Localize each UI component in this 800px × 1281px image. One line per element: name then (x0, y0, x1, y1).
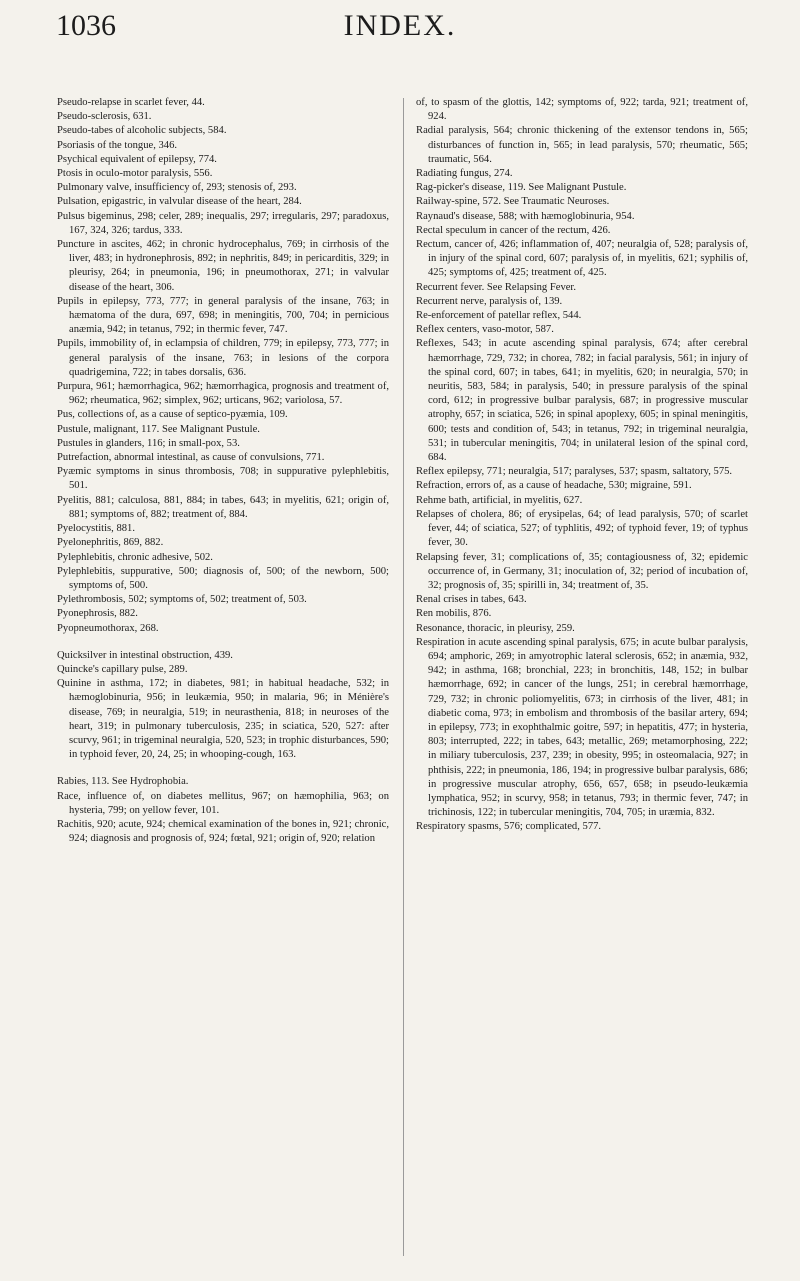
index-entry: Pseudo-tabes of alcoholic subjects, 584. (57, 125, 227, 137)
left-column (57, 96, 389, 846)
index-entry: Rabies, 113. See Hydrophobia. (57, 776, 189, 788)
index-group-q (57, 649, 389, 763)
page-title: INDEX. (343, 9, 457, 42)
index-entry: Puncture in ascites, 462; in chronic hydrocephalus, 769; in cirrhosis of the liver, 483; in hydronephrosis, 892; in nephritis, 849; in pericarditis, 329; in pleurisy, 264; in pneumonia, 196; in pneumothorax, 271; in valvular disease of the heart, 306. (57, 239, 389, 293)
index-entry: Railway-spine, 572. See Traumatic Neuroses. (416, 196, 610, 208)
index-entry: Pyelonephritis, 869, 882. (57, 537, 164, 549)
index-entry: Ptosis in oculo-motor paralysis, 556. (57, 168, 213, 180)
index-entry: Respiratory spasms, 576; complicated, 577. (416, 821, 602, 833)
index-entry: Pulmonary valve, insufficiency of, 293; stenosis of, 293. (57, 182, 297, 194)
index-entry: Purpura, 961; hæmorrhagica, 962; hæmorrhagica, prognosis and treatment of, 962; rheumatica, 962; simplex, 962; urticans, 962; variolosa, 57. (57, 381, 389, 407)
index-entry: Quincke's capillary pulse, 289. (57, 663, 188, 675)
index-entry: Pseudo-sclerosis, 631. (57, 111, 152, 123)
index-entry: Pylephlebitis, chronic adhesive, 502. (57, 551, 213, 563)
index-entry: Psychical equivalent of epilepsy, 774. (57, 153, 217, 165)
index-entry: Race, influence of, on diabetes mellitus, 967; on hæmophilia, 963; on hysteria, 799; on yellow fever, 101. (57, 790, 389, 816)
index-entry: Psoriasis of the tongue, 346. (57, 139, 178, 151)
index-entry: Renal crises in tabes, 643. (416, 594, 527, 606)
page-number: 1036 (56, 9, 116, 42)
index-entry: Pustule, malignant, 117. See Malignant Pustule. (57, 423, 260, 435)
index-entry: Pyæmic symptoms in sinus thrombosis, 708; in suppurative pylephlebitis, 501. (57, 466, 389, 492)
index-entry: Recurrent nerve, paralysis of, 139. (416, 295, 563, 307)
index-entry: Radial paralysis, 564; chronic thickening of the extensor tendons in, 565; disturbances of function in, 565; in lead paralysis, 570; rheumatic, 565; traumatic, 564. (416, 125, 748, 165)
index-entry: Pseudo-relapse in scarlet fever, 44. (57, 97, 205, 108)
index-entry: Pus, collections of, as a cause of septico-pyæmia, 109. (57, 409, 288, 421)
page-header (0, 0, 800, 60)
index-entry: Pyelocystitis, 881. (57, 523, 135, 535)
index-group-r (57, 775, 389, 846)
index-entry: Quicksilver in intestinal obstruction, 439. (57, 649, 233, 661)
index-entry: Relapsing fever, 31; complications of, 35; contagiousness of, 32; epidemic occurrence of, in Germany, 31; inoculation of, 32; period of incubation of, 32; prognosis of, 35; spirilli in, 34; treatment of, 35. (416, 551, 748, 591)
index-entry: of, to spasm of the glottis, 142; symptoms of, 922; tarda, 921; treatment of, 924. (416, 97, 748, 123)
index-entry: Reflex centers, vaso-motor, 587. (416, 324, 554, 336)
index-entry: Pupils, immobility of, in eclampsia of children, 779; in epilepsy, 773, 777; in general paralysis of the insane, 763; in lesions of the corpora quadrigemina, 722; in tabes dorsalis, 636. (57, 338, 389, 378)
index-entry: Pustules in glanders, 116; in small-pox, 53. (57, 437, 240, 449)
index-entry: Pyopneumothorax, 268. (57, 622, 159, 634)
index-entry: Rehme bath, artificial, in myelitis, 627. (416, 494, 583, 506)
index-entry: Refraction, errors of, as a cause of headache, 530; migraine, 591. (416, 480, 692, 492)
index-entry: Pyonephrosis, 882. (57, 608, 138, 620)
index-entry: Raynaud's disease, 588; with hæmoglobinuria, 954. (416, 210, 635, 222)
index-entry: Pulsation, epigastric, in valvular disease of the heart, 284. (57, 196, 302, 208)
index-entry: Relapses of cholera, 86; of erysipelas, 64; of lead paralysis, 570; of scarlet fever, 44; of sciatica, 527; of typhlitis, 492; of typhoid fever, 19; of typhus fever, 30. (416, 508, 748, 549)
right-column (416, 96, 748, 835)
index-group-r-continued (416, 96, 748, 835)
index-group-p (57, 96, 389, 636)
index-entry: Pylethrombosis, 502; symptoms of, 502; treatment of, 503. (57, 594, 307, 606)
index-entry: Reflex epilepsy, 771; neuralgia, 517; paralyses, 537; spasm, saltatory, 575. (416, 466, 733, 478)
index-entry: Putrefaction, abnormal intestinal, as cause of convulsions, 771. (57, 452, 325, 464)
index-entry: Rachitis, 920; acute, 924; chemical examination of the bones in, 921; chronic, 924; diagnosis and prognosis of, 924; fœtal, 921; origin of, 920; relation (57, 818, 389, 845)
column-divider (403, 98, 404, 1256)
index-entry: Quinine in asthma, 172; in diabetes, 981; in habitual headache, 532; in hæmoglobinuria, 956; in leukæmia, 950; in malaria, 96; in Ménière's disease, 769; in neuralgia, 519; in neurasthenia, 818; in neuroses of the heart, 319; in pulmonary tuberculosis, 235; in sciatica, 520, 527: after scurvy, 961; in trigeminal neuralgia, 520, 523; in trophic disturbances, 590; in typhoid fever, 20, 24, 25; in whooping-cough, 163. (57, 678, 389, 761)
group-spacer (57, 636, 389, 649)
index-entry: Recurrent fever. See Relapsing Fever. (416, 281, 577, 293)
index-entry: Re-enforcement of patellar reflex, 544. (416, 310, 582, 322)
index-entry: Respiration in acute ascending spinal paralysis, 675; in acute bulbar paralysis, 694; amphoric, 269; in amyotrophic lateral sclerosis, 652; in anæmia, 932, 942; in asthma, 168; bronchial, 223; in bronchitis, 148, 152; in bulbar hæmorrhage, 692; in cancer of the lungs, 251; in cerebral hæmorrhage, 729, 732; in chronic poliomyelitis, 673; in cirrhosis of the liver, 481; in diabetic coma, 973; in embolism and thrombosis of the basilar artery, 694; in epilepsy, 773; in exophthalmic goitre, 597; in hepatitis, 477; in hysteria, 803; interrupted, 222; in tabes, 643; metallic, 269; metamorphosing, 222; in miliary tuberculosis, 237, 239; in obesity, 995; in osteomalacia, 927; in phthisis, 222; in pneumonia, 186, 194; in progressive bulbar paralysis, 686; in progressive muscular atrophy, 656, 657, 658; in pseudo-leukæmia lymphatica, 952; in scurvy, 958; in tetanus, 793; in thermic fever, 747; in trichinosis, 122; in tubercular meningitis, 704, 705; in uræmia, 832. (416, 636, 748, 819)
index-entry: Rectum, cancer of, 426; inflammation of, 407; neuralgia of, 528; paralysis of, in injury of the spinal cord, 607; paralysis of, in myelitis, 621; syphilis of, 425; symptoms of, 425; treatment of, 425. (416, 239, 748, 279)
index-entry: Pyelitis, 881; calculosa, 881, 884; in tabes, 643; in myelitis, 621; origin of, 881; symptoms of, 882; treatment of, 884. (57, 494, 389, 520)
index-entry: Resonance, thoracic, in pleurisy, 259. (416, 622, 575, 634)
index-entry: Reflexes, 543; in acute ascending spinal paralysis, 674; after cerebral hæmorrhage, 729, 732; in chorea, 782; in facial paralysis, 561; in injury of the spinal cord, 607; in tabes, 641; in myelitis, 620; in neuralgia, 570; in neuritis, 583, 584; in paralysis, 540; in pressure paralysis of the spinal cord, 612; in progressive bulbar paralysis, 687; in progressive muscular atrophy, 657; in sciatica, 526; in spinal apoplexy, 605; in spinal meningitis, 600; tests and condition of, 543; in tetanus, 792; in trigeminal neuralgia, 531; in tubercular meningitis, 704; in unilateral lesion of the spinal cord, 684. (416, 338, 748, 464)
index-entry: Pupils in epilepsy, 773, 777; in general paralysis of the insane, 763; in hæmatoma of the dura, 697, 698; in meningitis, 700, 704; in pernicious anæmia, 942; in tetanus, 792; in thermic fever, 747. (57, 295, 389, 336)
index-entry: Rectal speculum in cancer of the rectum, 426. (416, 224, 611, 236)
index-entry: Radiating fungus, 274. (416, 168, 513, 180)
index-entry: Pylephlebitis, suppurative, 500; diagnosis of, 500; of the newborn, 500; symptoms of, 500. (57, 565, 389, 591)
index-entry: Pulsus bigeminus, 298; celer, 289; inequalis, 297; irregularis, 297; paradoxus, 167, 324, 326; tardus, 333. (57, 210, 389, 236)
index-entry: Ren mobilis, 876. (416, 608, 492, 620)
group-spacer (57, 762, 389, 775)
index-entry: Rag-picker's disease, 119. See Malignant Pustule. (416, 182, 627, 194)
